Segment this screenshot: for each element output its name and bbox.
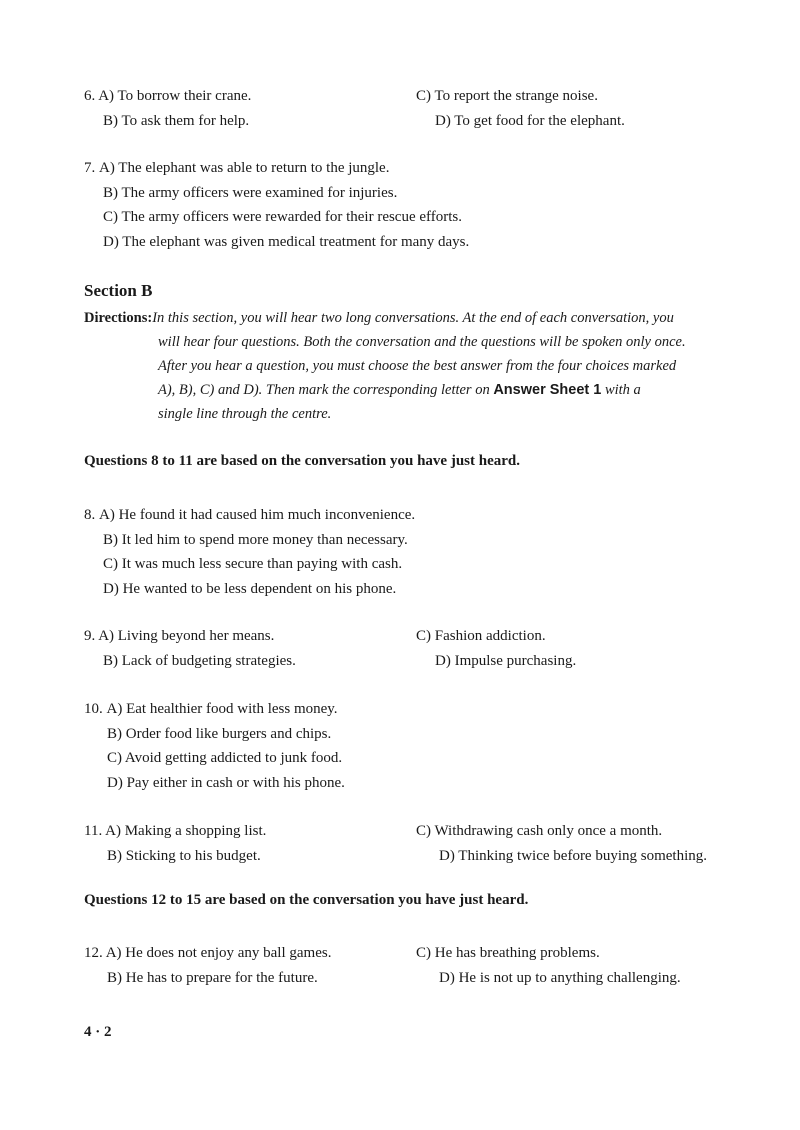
question-6-option-d: D) To get food for the elephant. (435, 112, 625, 129)
page-number: 4 · 2 (84, 1024, 112, 1040)
question-6-option-b: B) To ask them for help. (103, 112, 250, 129)
question-11-option-c: C) Withdrawing cash only once a month. (416, 823, 663, 839)
question-11 (84, 819, 744, 868)
section-title: Section B (84, 281, 153, 300)
question-11-number: 11. (84, 823, 103, 839)
question-10-option-b: B) Order food like burgers and chips. (107, 725, 332, 742)
directions-line-3: After you hear a question, you must choose the best answer from the four choices marked (158, 358, 677, 374)
question-9-option-c: C) Fashion addiction. (416, 628, 546, 644)
question-8 (84, 503, 744, 601)
question-9-option-b: B) Lack of budgeting strategies. (103, 652, 296, 669)
question-7-number: 7. (84, 160, 96, 176)
directions-line-2: will hear four questions. Both the conversation and the questions will be spoken only once. (158, 334, 686, 350)
directions-line-1: In this section, you will hear two long conversations. At the end of each conversation, you (152, 310, 674, 326)
question-7-option-b: B) The army officers were examined for injuries. (103, 184, 398, 201)
question-12 (84, 941, 744, 990)
question-8-option-a: 8. A) He found it had caused him much inconvenience. (84, 503, 744, 528)
question-10 (84, 697, 744, 795)
question-6-number: 6. (84, 88, 96, 104)
question-8-option-b: B) It led him to spend more money than necessary. (103, 531, 408, 548)
question-10-option-c: C) Avoid getting addicted to junk food. (107, 750, 343, 766)
question-9-option-d: D) Impulse purchasing. (435, 652, 577, 669)
question-10-number: 10. (84, 701, 103, 717)
question-10-option-d: D) Pay either in cash or with his phone. (107, 774, 345, 791)
question-8-number: 8. (84, 507, 96, 523)
question-group-heading-1: Questions 8 to 11 are based on the conversation you have just heard. (84, 453, 520, 469)
question-12-option-d: D) He is not up to anything challenging. (439, 969, 681, 986)
question-10-option-a: 10. A) Eat healthier food with less money. (84, 697, 744, 722)
question-6-option-c: C) To report the strange noise. (416, 88, 598, 104)
question-9-option-a: 9. A) Living beyond her means. (84, 624, 416, 649)
question-8-option-c: C) It was much less secure than paying with cash. (103, 556, 403, 572)
question-11-option-b: B) Sticking to his budget. (107, 847, 261, 864)
directions-line-5: single line through the centre. (158, 406, 332, 422)
question-11-option-a: 11. A) Making a shopping list. (84, 819, 416, 844)
question-8-option-d: D) He wanted to be less dependent on his phone. (103, 580, 397, 597)
question-9 (84, 624, 744, 673)
directions-line-4: A), B), C) and D). Then mark the corresponding letter on Answer Sheet 1 with a (158, 382, 641, 398)
question-12-number: 12. (84, 945, 103, 961)
question-6-option-a: 6. A) To borrow their crane. (84, 84, 416, 109)
question-7-option-d: D) The elephant was given medical treatment for many days. (103, 233, 470, 250)
question-12-option-b: B) He has to prepare for the future. (107, 969, 318, 986)
question-7-option-a: 7. A) The elephant was able to return to the jungle. (84, 156, 744, 181)
question-7 (84, 156, 744, 254)
question-11-option-d: D) Thinking twice before buying something. (439, 847, 708, 864)
question-9-number: 9. (84, 628, 96, 644)
answer-sheet-reference: Answer Sheet 1 (493, 382, 602, 398)
question-group-heading-2: Questions 12 to 15 are based on the conversation you have just heard. (84, 892, 529, 908)
question-7-option-c: C) The army officers were rewarded for their rescue efforts. (103, 209, 463, 225)
section-directions (84, 306, 724, 426)
directions-label: Directions: (84, 310, 153, 326)
question-6 (84, 84, 744, 133)
question-12-option-c: C) He has breathing problems. (416, 945, 600, 961)
question-12-option-a: 12. A) He does not enjoy any ball games. (84, 941, 416, 966)
